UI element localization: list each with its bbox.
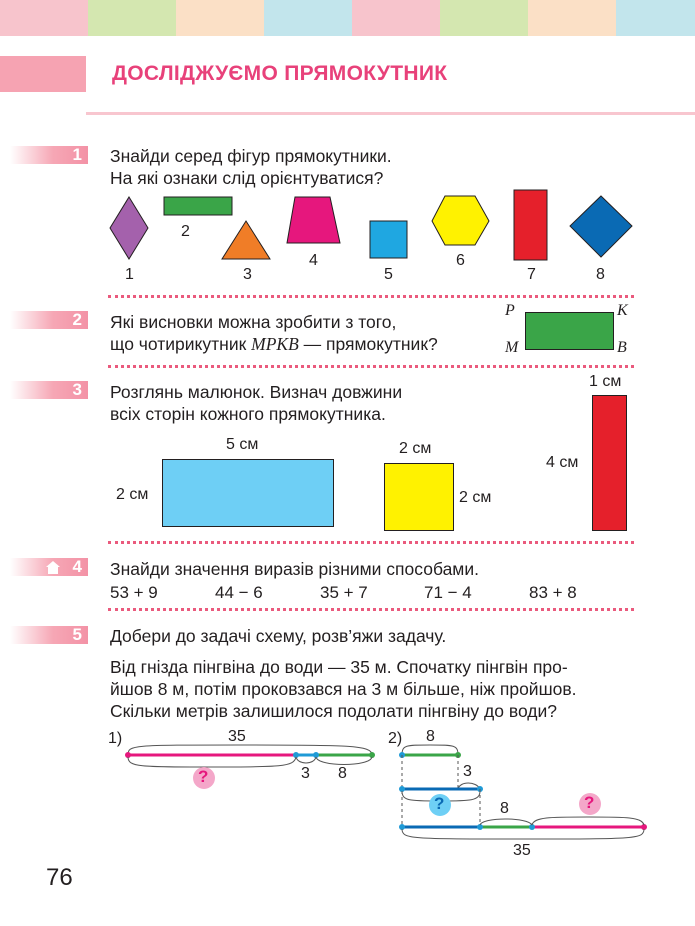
rect3-top-length: 1 см <box>589 373 622 390</box>
shape-2-rectangle <box>164 197 232 215</box>
task-1-shapes <box>0 185 695 295</box>
scheme-1-part-8: 8 <box>338 765 347 782</box>
scheme-2-question-pink: ? <box>584 793 595 812</box>
shape-label-3: 3 <box>243 266 252 283</box>
stripe <box>176 0 264 36</box>
scheme-1 <box>0 725 380 800</box>
vertex-p: P <box>505 302 515 319</box>
rect1-side-length: 2 см <box>116 486 149 503</box>
task-1-number: 1 <box>72 145 82 164</box>
quadrilateral-name: MPKB <box>251 334 299 354</box>
task-3-number-tab <box>10 381 88 399</box>
expression: 83 + 8 <box>529 583 577 602</box>
task-2-line-2 <box>110 333 438 356</box>
scheme-2-part-8-top: 8 <box>426 728 435 745</box>
task-5-paragraph-line-3: Скільки метрів залишилося подолати пінгвіну до води? <box>110 701 558 721</box>
shape-6-hexagon <box>432 196 489 245</box>
task-1-number-tab <box>10 146 88 164</box>
scheme-1-part-3: 3 <box>301 765 310 782</box>
rect2-top-length: 2 см <box>399 440 432 457</box>
task-5-line-1: Добери до задачі схему, розв’яжи задачу. <box>110 626 447 646</box>
task-3-line-1: Розглянь малюнок. Визнач довжини <box>110 382 403 402</box>
scheme-2-total: 35 <box>513 842 531 859</box>
stripe <box>264 0 352 36</box>
title-underline <box>86 112 695 115</box>
expression: 71 − 4 <box>424 583 472 602</box>
page-number: 76 <box>46 864 73 891</box>
stripe <box>440 0 528 36</box>
task-2-number-tab <box>10 311 88 329</box>
scheme-1-question: ? <box>198 767 209 786</box>
shape-8-rotated-square <box>570 196 632 257</box>
title-accent-block <box>0 56 86 92</box>
task-2-line-1: Які висновки можна зробити з того, <box>110 312 397 332</box>
shape-1-rhombus <box>110 197 148 259</box>
brace-under-8 <box>316 757 372 765</box>
shape-label-5: 5 <box>384 266 393 283</box>
brace-unknown-top <box>532 817 644 825</box>
shape-label-2: 2 <box>181 223 190 240</box>
task-5-paragraph-line-2: йшов 8 м, потім проковзався на 3 м більше, ніж пройшов. <box>110 679 577 699</box>
separator <box>108 295 634 298</box>
shape-3-triangle <box>222 221 270 259</box>
shape-4-trapezoid <box>287 197 340 243</box>
stripe <box>0 0 88 36</box>
shape-label-1: 1 <box>125 266 134 283</box>
scheme-2-question-blue: ? <box>434 794 445 813</box>
separator <box>108 365 634 368</box>
scheme-2-label: 2) <box>388 730 403 747</box>
separator <box>108 541 634 544</box>
expression: 44 − 6 <box>215 583 263 602</box>
stripe <box>88 0 176 36</box>
shape-7-rectangle <box>514 190 547 260</box>
rect3-side-length: 4 см <box>546 454 579 471</box>
brace-under-3 <box>296 757 316 763</box>
scheme-1-total: 35 <box>228 728 246 745</box>
expression: 35 + 7 <box>320 583 368 602</box>
square-2-by-2 <box>384 463 454 531</box>
task-3-line-2: всіх сторін кожного прямокутника. <box>110 404 386 424</box>
shape-label-4: 4 <box>309 252 318 269</box>
shape-5-square <box>370 221 407 258</box>
scheme-2-part-3: 3 <box>463 763 472 780</box>
scheme-2-part-8-bottom: 8 <box>500 800 509 817</box>
shape-label-8: 8 <box>596 266 605 283</box>
vertex-b: B <box>617 339 627 356</box>
scheme-1-label: 1) <box>108 730 123 747</box>
task-2-number: 2 <box>72 310 82 329</box>
page-title: ДОСЛІДЖУЄМО ПРЯМОКУТНИК <box>112 62 448 85</box>
rectangle-1-by-4 <box>592 395 627 531</box>
stripe <box>352 0 440 36</box>
stripe <box>616 0 695 36</box>
task-4-number: 4 <box>72 557 82 576</box>
task-5-number-tab <box>10 626 88 644</box>
task-1-line-2: На які ознаки слід орієнтуватися? <box>110 168 384 188</box>
task-5-number: 5 <box>72 625 82 644</box>
vertex-m: M <box>505 339 519 356</box>
separator <box>108 608 634 611</box>
task-5-paragraph-line-1: Від гнізда пінгвіна до води — 35 м. Спочатку пінгвін про- <box>110 657 568 677</box>
vertex-k: K <box>617 302 628 319</box>
task-2-line-2-end: — прямокутник? <box>298 334 438 354</box>
brace-8-bottom <box>480 819 532 825</box>
shape-label-7: 7 <box>527 266 536 283</box>
shape-label-6: 6 <box>456 252 465 269</box>
rectangle-mpkb <box>525 312 614 350</box>
task-2-line-2-start: що чотирикутник <box>110 334 252 354</box>
task-4-number-tab <box>10 558 88 576</box>
rect1-top-length: 5 см <box>226 436 259 453</box>
stripe <box>528 0 616 36</box>
rect2-side-length: 2 см <box>459 489 492 506</box>
task-4-text: Знайди значення виразів різними способами. <box>110 559 479 579</box>
task-1-line-1: Знайди серед фігур прямокутники. <box>110 146 392 166</box>
brace-under-unknown <box>128 757 296 767</box>
rectangle-5-by-2 <box>162 459 334 527</box>
task-3-number: 3 <box>72 380 82 399</box>
brace-total-35 <box>402 829 644 839</box>
expression: 53 + 9 <box>110 583 158 602</box>
home-icon <box>45 560 61 575</box>
